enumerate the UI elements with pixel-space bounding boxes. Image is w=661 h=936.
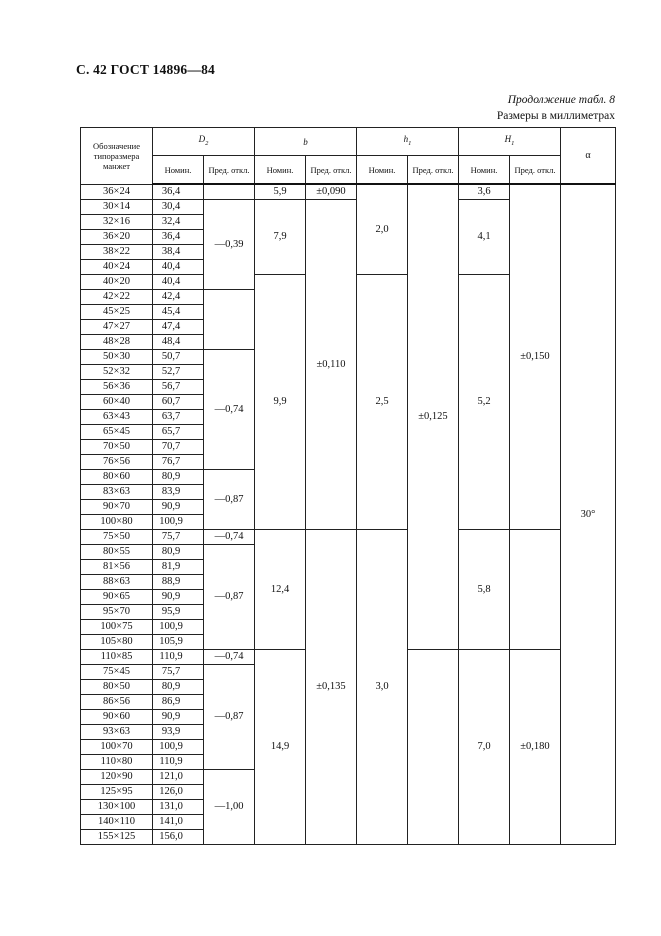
designation-cell: 47×27 <box>81 320 153 335</box>
d2-nominal-cell: 32,4 <box>153 215 204 230</box>
d2-nominal-cell: 88,9 <box>153 575 204 590</box>
designation-cell: 36×24 <box>81 184 153 200</box>
designation-cell: 40×24 <box>81 260 153 275</box>
d2-nominal-cell: 86,9 <box>153 695 204 710</box>
designation-cell: 36×20 <box>81 230 153 245</box>
designation-cell: 105×80 <box>81 635 153 650</box>
d2-header: $D_2$ <box>153 128 255 156</box>
page-header: С. 42 ГОСТ 14896—84 <box>76 62 215 77</box>
d2-deviation-cell: —0,39 <box>204 200 255 290</box>
designation-cell: 90×60 <box>81 710 153 725</box>
designation-cell: 90×70 <box>81 500 153 515</box>
b-header: b <box>255 128 357 156</box>
d2-nominal-cell: 76,7 <box>153 455 204 470</box>
d2-nominal-cell: 56,7 <box>153 380 204 395</box>
designation-cell: 50×30 <box>81 350 153 365</box>
d2-nominal-cell: 40,4 <box>153 275 204 290</box>
designation-cell: 75×50 <box>81 530 153 545</box>
designation-cell: 83×63 <box>81 485 153 500</box>
d2-deviation-cell: —1,00 <box>204 770 255 845</box>
h1-nominal-cell: 3,0 <box>357 530 408 845</box>
d2-nominal-cell: 100,9 <box>153 740 204 755</box>
b-deviation-cell: ±0,135 <box>306 530 357 845</box>
designation-cell: 140×110 <box>81 815 153 830</box>
designation-cell: 75×45 <box>81 665 153 680</box>
h1-deviation-cell <box>408 650 459 845</box>
d2-nominal-cell: 141,0 <box>153 815 204 830</box>
H1-deviation-cell: ±0,180 <box>510 650 561 845</box>
H1-nominal-cell: 4,1 <box>459 200 510 275</box>
designation-cell: 80×60 <box>81 470 153 485</box>
designation-cell: 130×100 <box>81 800 153 815</box>
d2-nominal-cell: 75,7 <box>153 665 204 680</box>
d2-nominal-cell: 110,9 <box>153 755 204 770</box>
table-row <box>81 530 616 545</box>
h1-nominal-cell: 2,0 <box>357 184 408 275</box>
table-body <box>81 184 616 845</box>
designation-cell: 56×36 <box>81 380 153 395</box>
table-header <box>81 128 616 185</box>
d2-nominal-cell: 80,9 <box>153 470 204 485</box>
H1-nominal-cell: 5,2 <box>459 275 510 530</box>
designation-cell: 38×22 <box>81 245 153 260</box>
d2-deviation-cell: —0,74 <box>204 530 255 545</box>
designation-cell: 45×25 <box>81 305 153 320</box>
b-nom-header: Номин. <box>255 156 306 185</box>
d2-nominal-cell: 80,9 <box>153 680 204 695</box>
d2-nominal-cell: 105,9 <box>153 635 204 650</box>
b-nominal-cell: 5,9 <box>255 184 306 200</box>
d2-nominal-cell: 90,9 <box>153 590 204 605</box>
b-nominal-cell: 7,9 <box>255 200 306 275</box>
d2-deviation-cell: —0,87 <box>204 470 255 530</box>
d2-nominal-cell: 80,9 <box>153 545 204 560</box>
h1-deviation-cell: ±0,125 <box>408 184 459 650</box>
d2-nominal-cell: 36,4 <box>153 184 204 200</box>
d2-nominal-cell: 81,9 <box>153 560 204 575</box>
designation-cell: 76×56 <box>81 455 153 470</box>
alpha-header: α <box>561 128 616 185</box>
designation-cell: 100×70 <box>81 740 153 755</box>
d2-deviation-cell: —0,87 <box>204 665 255 770</box>
h1-nom-header: Номин. <box>357 156 408 185</box>
d2-nominal-cell: 30,4 <box>153 200 204 215</box>
d2-nominal-cell: 75,7 <box>153 530 204 545</box>
h1-nominal-cell: 2,5 <box>357 275 408 530</box>
d2-nominal-cell: 95,9 <box>153 605 204 620</box>
designation-cell: 110×85 <box>81 650 153 665</box>
designation-cell: 60×40 <box>81 395 153 410</box>
d2-nominal-cell: 126,0 <box>153 785 204 800</box>
d2-deviation-cell: —0,87 <box>204 545 255 650</box>
designation-cell: 90×65 <box>81 590 153 605</box>
designation-cell: 30×14 <box>81 200 153 215</box>
H1-header: $H_1$ <box>459 128 561 156</box>
designation-cell: 155×125 <box>81 830 153 845</box>
d2-nominal-cell: 83,9 <box>153 485 204 500</box>
H1-nominal-cell: 3,6 <box>459 184 510 200</box>
H1-deviation-cell <box>510 530 561 650</box>
designation-cell: 88×63 <box>81 575 153 590</box>
d2-nominal-cell: 45,4 <box>153 305 204 320</box>
designation-cell: 95×70 <box>81 605 153 620</box>
d2-nominal-cell: 50,7 <box>153 350 204 365</box>
b-deviation-cell: ±0,090 <box>306 184 357 200</box>
d2-nominal-cell: 90,9 <box>153 500 204 515</box>
b-dev-header: Пред. откл. <box>306 156 357 185</box>
d2-nominal-cell: 100,9 <box>153 620 204 635</box>
alpha-cell: 30° <box>561 184 616 845</box>
b-nominal-cell: 9,9 <box>255 275 306 530</box>
H1-nominal-cell: 7,0 <box>459 650 510 845</box>
b-nominal-cell: 12,4 <box>255 530 306 650</box>
h1-dev-header: Пред. откл. <box>408 156 459 185</box>
designation-cell: 65×45 <box>81 425 153 440</box>
table-row <box>81 184 616 200</box>
designation-cell: 70×50 <box>81 440 153 455</box>
designation-cell: 48×28 <box>81 335 153 350</box>
d2-nominal-cell: 36,4 <box>153 230 204 245</box>
d2-nominal-cell: 52,7 <box>153 365 204 380</box>
d2-nominal-cell: 121,0 <box>153 770 204 785</box>
h1-header: $h_1$ <box>357 128 459 156</box>
designation-cell: 32×16 <box>81 215 153 230</box>
designation-cell: 86×56 <box>81 695 153 710</box>
designation-cell: 80×55 <box>81 545 153 560</box>
designation-header: Обозначение типоразмера манжет <box>81 128 153 185</box>
d2-nominal-cell: 40,4 <box>153 260 204 275</box>
d2-deviation-cell <box>204 184 255 200</box>
d2-nominal-cell: 100,9 <box>153 515 204 530</box>
d2-nominal-cell: 48,4 <box>153 335 204 350</box>
designation-cell: 93×63 <box>81 725 153 740</box>
units-label: Размеры в миллиметрах <box>496 110 615 122</box>
H1-nominal-cell: 5,8 <box>459 530 510 650</box>
d2-deviation-cell: —0,74 <box>204 650 255 665</box>
designation-cell: 110×80 <box>81 755 153 770</box>
d2-nominal-cell: 65,7 <box>153 425 204 440</box>
d2-deviation-cell: —0,74 <box>204 350 255 470</box>
table-continuation-label: Продолжение табл. 8 <box>507 94 615 106</box>
d2-nominal-cell: 42,4 <box>153 290 204 305</box>
b-nominal-cell: 14,9 <box>255 650 306 845</box>
designation-cell: 100×80 <box>81 515 153 530</box>
d2-nominal-cell: 38,4 <box>153 245 204 260</box>
d2-dev-header: Пред. откл. <box>204 156 255 185</box>
d2-nominal-cell: 90,9 <box>153 710 204 725</box>
designation-cell: 80×50 <box>81 680 153 695</box>
designation-cell: 63×43 <box>81 410 153 425</box>
designation-cell: 120×90 <box>81 770 153 785</box>
H1-nom-header: Номин. <box>459 156 510 185</box>
b-deviation-cell: ±0,110 <box>306 200 357 530</box>
dimensions-table <box>80 127 616 845</box>
designation-cell: 42×22 <box>81 290 153 305</box>
designation-cell: 40×20 <box>81 275 153 290</box>
d2-nominal-cell: 131,0 <box>153 800 204 815</box>
d2-nominal-cell: 110,9 <box>153 650 204 665</box>
d2-nominal-cell: 93,9 <box>153 725 204 740</box>
d2-nominal-cell: 47,4 <box>153 320 204 335</box>
H1-dev-header: Пред. откл. <box>510 156 561 185</box>
d2-nominal-cell: 70,7 <box>153 440 204 455</box>
d2-nominal-cell: 60,7 <box>153 395 204 410</box>
H1-deviation-cell: ±0,150 <box>510 184 561 530</box>
designation-cell: 81×56 <box>81 560 153 575</box>
designation-cell: 100×75 <box>81 620 153 635</box>
designation-cell: 52×32 <box>81 365 153 380</box>
designation-cell: 125×95 <box>81 785 153 800</box>
d2-nominal-cell: 156,0 <box>153 830 204 845</box>
d2-nominal-cell: 63,7 <box>153 410 204 425</box>
d2-nom-header: Номин. <box>153 156 204 185</box>
